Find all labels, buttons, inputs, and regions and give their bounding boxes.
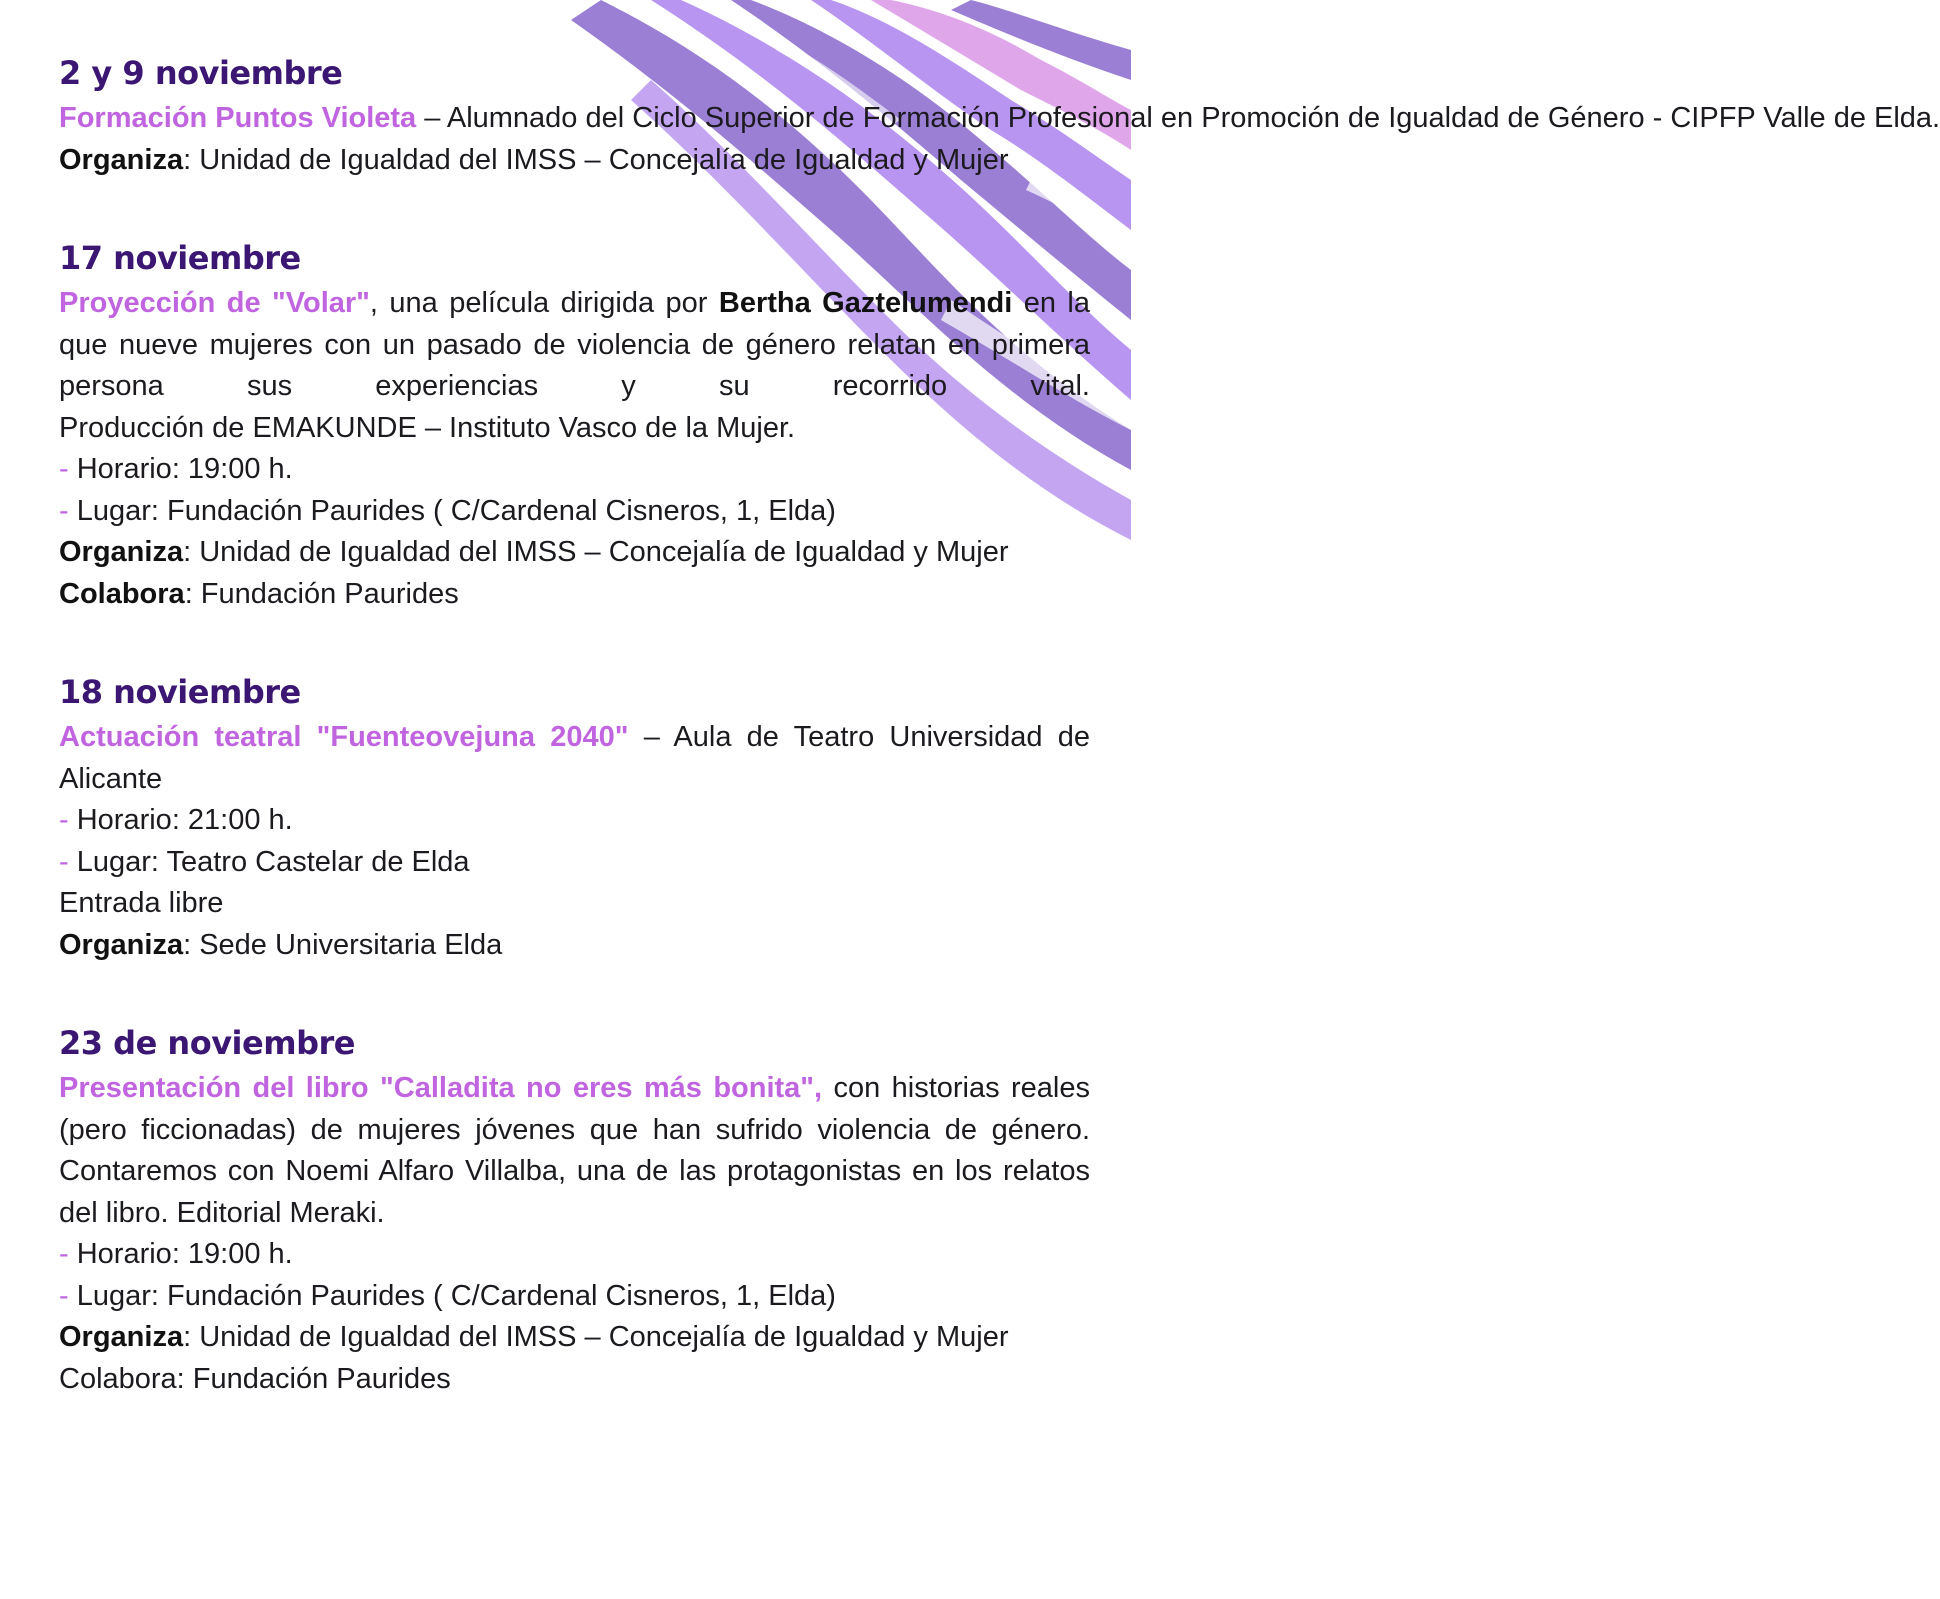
event-description: [59, 1068, 1090, 1234]
horario-line: [59, 800, 1090, 842]
event-title: Presentación del libro "Calladita no eres más bonita",: [59, 1072, 823, 1104]
organiza-text: : Unidad de Igualdad del IMSS – Concejalía de Igualdad y Mujer: [183, 1321, 1009, 1353]
bullet-dash: -: [59, 494, 69, 527]
event-desc-text: con historias reales (pero ficcionadas) de mujeres jóvenes que han sufrido violencia de género. Contaremos con Noemi Alfaro Villalba, una de las protagonistas en los relatos del libro. Editorial Meraki.: [59, 1072, 1090, 1229]
event-description: [59, 717, 1090, 800]
event-date: 18 noviembre: [59, 673, 301, 711]
bullet-dash: -: [59, 804, 69, 836]
colabora-line: [59, 574, 1090, 616]
entrada-line: Entrada libre: [59, 887, 224, 919]
horario-text: Horario: 19:00 h.: [68, 453, 293, 485]
event-2: [59, 237, 1090, 615]
organiza-line: [59, 532, 1090, 574]
horario-text: Horario: 21:00 h.: [68, 804, 293, 836]
event-title: Proyección de "Volar": [59, 287, 370, 319]
bullet-dash: -: [59, 845, 69, 878]
lugar-text: Lugar: Fundación Paurides ( C/Cardenal Cisneros, 1, Elda): [68, 1279, 836, 1312]
event-title: Formación Puntos Violeta: [59, 102, 417, 134]
lugar-line: [59, 842, 1090, 884]
event-description: [59, 98, 1940, 140]
horario-line: [59, 449, 1090, 491]
organiza-label: Organiza: [59, 536, 184, 568]
event-title: Actuación teatral "Fuenteovejuna 2040": [59, 721, 629, 753]
event-3: [59, 671, 1090, 966]
organiza-label: Organiza: [59, 928, 184, 961]
event-description: [59, 283, 1090, 408]
colabora-label: Colabora: [59, 577, 185, 610]
lugar-text: Lugar: Fundación Paurides ( C/Cardenal Cisneros, 1, Elda): [68, 494, 836, 527]
colabora-line: Colabora: Fundación Paurides: [59, 1362, 451, 1395]
organiza-text: : Unidad de Igualdad del IMSS – Concejalía de Igualdad y Mujer: [183, 536, 1009, 568]
lugar-text: Lugar: Teatro Castelar de Elda: [68, 845, 470, 878]
organiza-label: Organiza: [59, 1321, 184, 1353]
lugar-line: [59, 1276, 1090, 1318]
organiza-line: [59, 1317, 1090, 1359]
organiza-text: : Sede Universitaria Elda: [183, 928, 503, 961]
organiza-text: : Unidad de Igualdad del IMSS – Concejalía de Igualdad y Mujer: [183, 143, 1009, 176]
events-list: [59, 52, 1940, 1400]
lugar-line: [59, 491, 1090, 533]
event-desc-text: – Aula de Teatro Universidad de Alicante: [59, 721, 1090, 795]
organiza-line: [59, 925, 1090, 967]
event-4: [59, 1022, 1090, 1400]
event-desc-text: , una película dirigida por: [369, 287, 719, 319]
organiza-line: [59, 140, 1090, 182]
director-name: Bertha Gaztelumendi: [718, 287, 1013, 319]
event-date: 17 noviembre: [59, 239, 301, 277]
organiza-label: Organiza: [59, 143, 184, 176]
produccion-line: Producción de EMAKUNDE – Instituto Vasco de la Mujer.: [59, 411, 796, 444]
colabora-text: : Fundación Paurides: [184, 577, 459, 610]
horario-text: Horario: 19:00 h.: [68, 1238, 293, 1270]
event-desc-text: – Alumnado del Ciclo Superior de Formación Profesional en Promoción de Igualdad de Género - CIPFP Valle de Elda.: [416, 102, 1940, 134]
bullet-dash: -: [59, 1238, 69, 1270]
event-1: [59, 52, 1940, 181]
event-date: 2 y 9 noviembre: [59, 54, 343, 92]
bullet-dash: -: [59, 453, 69, 485]
event-date: 23 de noviembre: [59, 1024, 355, 1062]
horario-line: [59, 1234, 1090, 1276]
bullet-dash: -: [59, 1279, 69, 1312]
event-desc-text-2: en la que nueve mujeres con un pasado de violencia de género relatan en primera persona sus experiencias y su recorrido vital.: [59, 287, 1090, 402]
